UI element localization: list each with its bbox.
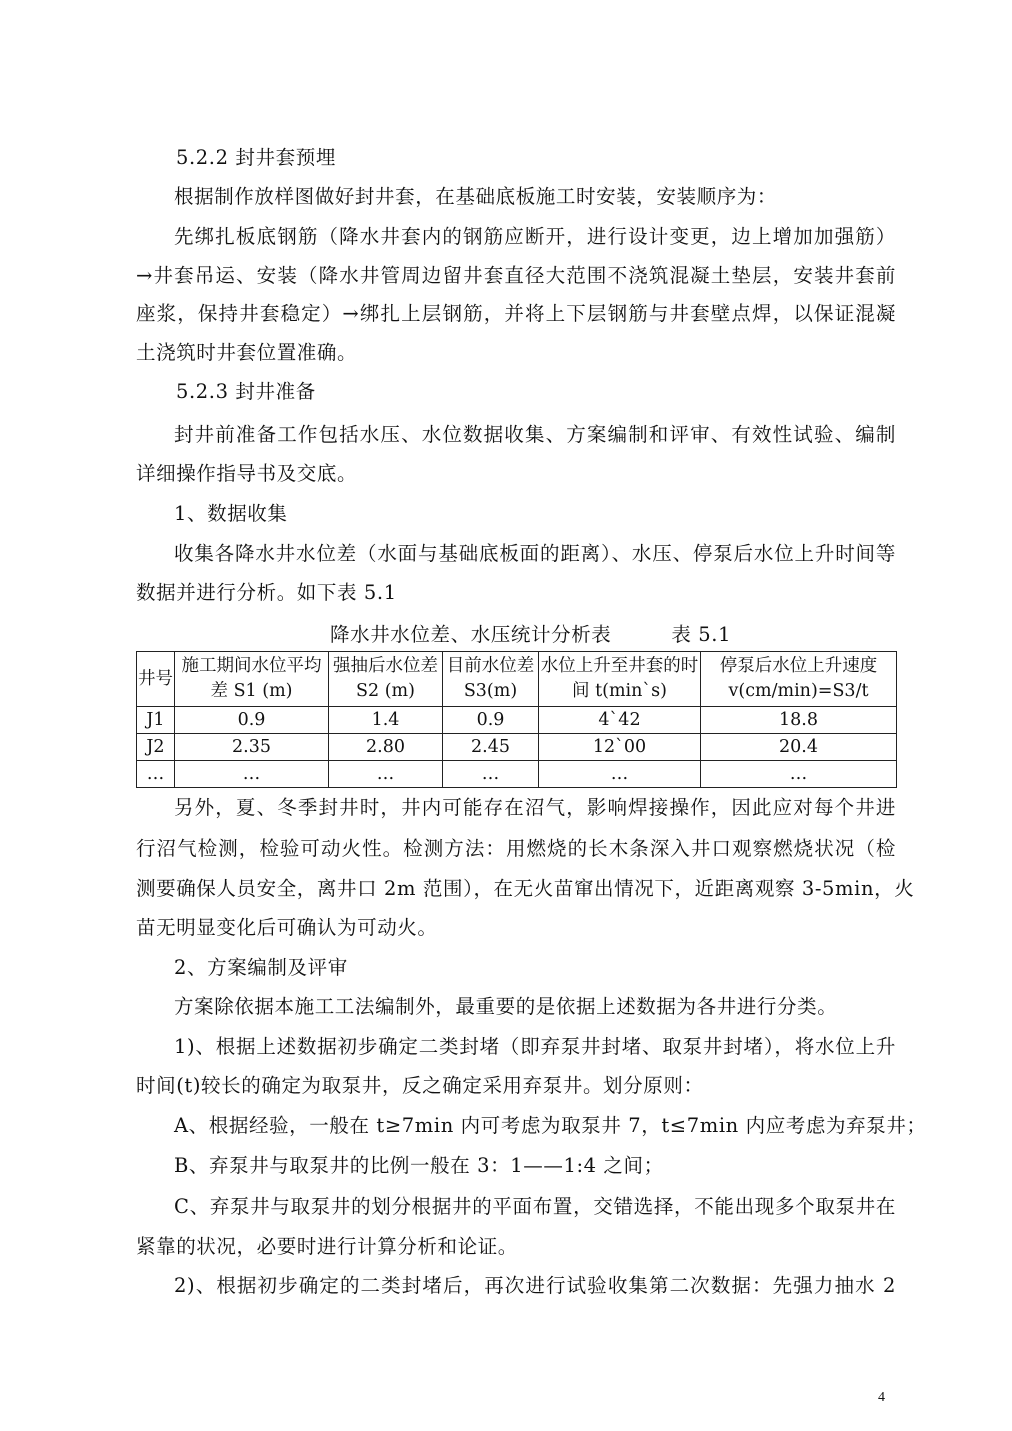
paragraph-text: 行沼气检测，检验可动火性。检测方法：用燃烧的长木条深入井口观察燃烧状况（检: [136, 837, 896, 860]
table-cell: 20.4: [701, 734, 897, 761]
paragraph-text: B、弃泵井与取泵井的比例一般在 3：1——1:4 之间；: [174, 1154, 664, 1177]
data-table: [136, 651, 897, 788]
table-cell: J2: [137, 734, 175, 761]
table-header-row: [137, 652, 897, 707]
paragraph-text: 先绑扎板底钢筋（降水井套内的钢筋应断开，进行设计变更，边上增加加强筋）: [174, 225, 896, 248]
table-header-cell: 停泵后水位上升速度 v(cm/min)=S3/t: [701, 652, 897, 707]
table-cell: …: [175, 761, 329, 788]
subsection-heading: 2、方案编制及评审: [174, 956, 348, 979]
paragraph-text: 座浆，保持井套稳定）→绑扎上层钢筋，并将上下层钢筋与井套壁点焊，以保证混凝: [136, 302, 896, 325]
table-header-cell: 强抽后水位差 S2 (m): [329, 652, 443, 707]
paragraph-text: 苗无明显变化后可确认为可动火。: [136, 916, 438, 939]
paragraph-text: 收集各降水井水位差（水面与基础底板面的距离）、水压、停泵后水位上升时间等: [174, 542, 896, 565]
table-cell: …: [539, 761, 701, 788]
subsection-heading: 1、数据收集: [174, 502, 288, 525]
table-row: [137, 734, 897, 761]
paragraph-text: 时间(t)较长的确定为取泵井，反之确定采用弃泵井。划分原则：: [136, 1074, 704, 1097]
paragraph-text: →井套吊运、安装（降水井管周边留井套直径大范围不浇筑混凝土垫层，安装井套前: [136, 264, 896, 287]
section-heading-5-2-2: 5.2.2 封井套预埋: [176, 146, 336, 169]
table-cell: 0.9: [175, 707, 329, 734]
paragraph-text: 数据并进行分析。如下表 5.1: [136, 581, 397, 604]
table-cell: J1: [137, 707, 175, 734]
table-cell: 0.9: [443, 707, 539, 734]
table-cell: …: [701, 761, 897, 788]
table-header-cell: 目前水位差 S3(m): [443, 652, 539, 707]
paragraph-text: 封井前准备工作包括水压、水位数据收集、方案编制和评审、有效性试验、编制: [174, 423, 896, 446]
table-row: [137, 761, 897, 788]
table-cell: …: [137, 761, 175, 788]
paragraph-text: 方案除依据本施工工法编制外，最重要的是依据上述数据为各井进行分类。: [174, 995, 838, 1018]
paragraph-text: C、弃泵井与取泵井的划分根据井的平面布置，交错选择，不能出现多个取泵井在: [174, 1195, 896, 1218]
table-cell: 18.8: [701, 707, 897, 734]
paragraph-text: 根据制作放样图做好封井套，在基础底板施工时安装，安装顺序为：: [174, 185, 778, 208]
paragraph-text: 2)、根据初步确定的二类封堵后，再次进行试验收集第二次数据：先强力抽水 2: [174, 1274, 896, 1297]
table-cell: 12`00: [539, 734, 701, 761]
table-cell: 1.4: [329, 707, 443, 734]
paragraph-text: 1)、根据上述数据初步确定二类封堵（即弃泵井封堵、取泵井封堵），将水位上升: [174, 1035, 896, 1058]
table-header-cell: 井号: [137, 652, 175, 707]
paragraph-text: A、根据经验，一般在 t≥7min 内可考虑为取泵井 7，t≤7min 内应考虑为弃泵井；: [174, 1114, 927, 1137]
paragraph-text: 土浇筑时井套位置准确。: [136, 341, 358, 364]
table-caption: [330, 622, 731, 648]
table-header-cell: 施工期间水位平均差 S1 (m): [175, 652, 329, 707]
table-caption-title: 降水井水位差、水压统计分析表: [330, 623, 612, 646]
table-caption-number: 表 5.1: [671, 623, 732, 646]
table-cell: 2.80: [329, 734, 443, 761]
paragraph-text: 另外，夏、冬季封井时，井内可能存在沼气，影响焊接操作，因此应对每个井进: [174, 796, 896, 819]
table-cell: 4`42: [539, 707, 701, 734]
paragraph-text: 测要确保人员安全，离井口 2m 范围），在无火苗窜出情况下，近距离观察 3-5min，火: [136, 877, 915, 900]
section-heading-5-2-3: 5.2.3 封井准备: [176, 380, 316, 403]
table-row: [137, 707, 897, 734]
table-cell: 2.45: [443, 734, 539, 761]
paragraph-text: 详细操作指导书及交底。: [136, 462, 358, 485]
table-cell: …: [329, 761, 443, 788]
table-cell: …: [443, 761, 539, 788]
table-cell: 2.35: [175, 734, 329, 761]
page-number: 4: [878, 1390, 885, 1405]
paragraph-text: 紧靠的状况，必要时进行计算分析和论证。: [136, 1235, 518, 1258]
table-header-cell: 水位上升至井套的时间 t(min`s): [539, 652, 701, 707]
